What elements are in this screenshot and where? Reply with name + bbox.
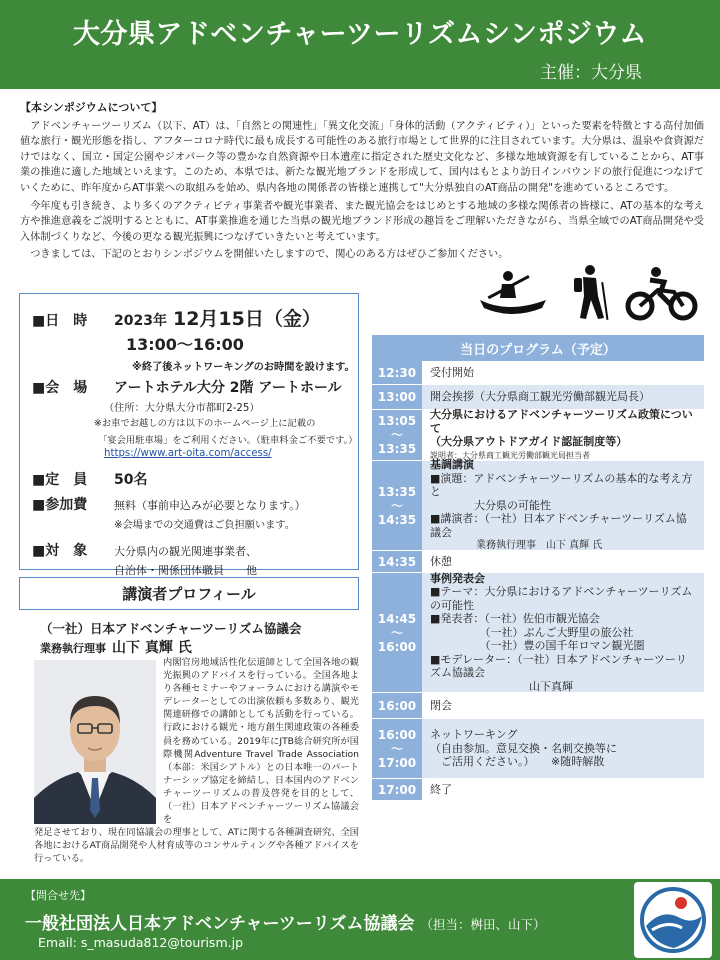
speaker-name: 山下 真輝 氏 xyxy=(112,640,192,656)
venue-address: （住所：大分県大分市都町2-25） xyxy=(104,403,260,414)
parking-note-2: 「宴会用駐車場」をご利用ください。（駐車料金ご不要です。） xyxy=(98,435,358,446)
event-year: 2023年 xyxy=(114,313,167,329)
intro-heading: 【本シンポジウムについて】 xyxy=(20,101,163,114)
program-line: 受付開始 xyxy=(430,365,474,379)
program-line: 大分県におけるアドベンチャーツーリズム政策について xyxy=(430,408,693,435)
event-date: 12月15日（金） xyxy=(172,308,321,330)
venue-name: アートホテル大分 2階 アートホール xyxy=(114,380,342,396)
program-row xyxy=(372,719,704,779)
venue-row xyxy=(32,377,348,397)
program-line: 説明者：大分県商工観光労働部観光局担当者 xyxy=(430,450,590,460)
program-time xyxy=(372,719,422,778)
contact-label: 【問合せ先】 xyxy=(25,889,91,902)
program-line: ■テーマ：大分県におけるアドベンチャーツーリズムの可能性 xyxy=(430,585,693,612)
program-description xyxy=(422,719,704,778)
program-line: 閉会 xyxy=(430,698,452,712)
intro-paragraph-2: 今年度も引き続き、より多くのアクティビティ事業者や観光事業者、また観光協会をはじめとする地域の多様な関係者の皆様に、ATの基本的な考え方や推進意義をご説明するとともに、AT事業推進を通じた当県の観光地ブランド形成の趣旨をご理解いただきながら、当県全域でのAT商品開発や受入体制づくりなど、今後の更なる観光振興につなげていきたいと考えています。 xyxy=(20,200,704,243)
program-time-text: ～ xyxy=(390,741,403,756)
program-time-text: 13:00 xyxy=(377,390,417,404)
program-description xyxy=(422,385,704,409)
program-time-text: ～ xyxy=(390,428,403,442)
program-description xyxy=(422,410,704,460)
program-time-text: 13:05 xyxy=(377,414,417,428)
program-time xyxy=(372,361,422,384)
capacity-value: 50名 xyxy=(114,472,148,488)
program-row xyxy=(372,385,704,410)
speaker-bio-bottom: 発足させており、現在同協議会の理事として、ATに関する各種調査研究、全国各地におけるAT商品開発や人材育成等のコンサルティングや各種アドバイスを行っている。 xyxy=(34,827,359,865)
program-line: （自由参加。意見交換・名刺交換等に xyxy=(430,741,617,755)
program-line: （一社）ぶんご大野里の旅公社 xyxy=(430,625,634,639)
program-line: ネットワーキング xyxy=(430,728,518,742)
program-time-text: ～ xyxy=(390,498,403,513)
program-row xyxy=(372,458,704,552)
intro-section xyxy=(20,100,704,265)
contact-person: （担当：桝田、山下） xyxy=(420,917,546,932)
program-line: 業務執行理事 山下 真輝 氏 xyxy=(476,540,603,552)
program-heading: 当日のプログラム（予定） xyxy=(372,335,704,361)
capacity-label: ■定 員 xyxy=(32,472,88,488)
speaker-bio-side: 内閣官房地域活性化伝道師として全国各地の観光振興のアドバイスを行っている。全国各地より各種セミナーやフォーラムにおける講演やモデレーターとしての出演依頼も多数あり、観光関連研修での講師としても活動を行っている。行政における観光・地方創生関連政策の各種委員を務めている。2019年にJTB総合研究所が国際機関Adventure Travel Trade Association（本部：米国シアトル）との日本唯一のパートナーシップ協定を締結し、日本国内のアドベンチャーツーリズムの普及啓発を目的として、（一社）日本アドベンチャーツーリズム協議会を xyxy=(163,657,359,826)
program-row xyxy=(372,779,704,801)
canoe-icon xyxy=(480,271,546,314)
program-description xyxy=(422,551,704,572)
date-row xyxy=(32,304,348,331)
parking-note-1: ※お車でお越しの方は以下のホームページ上に記載の xyxy=(94,418,316,429)
program-time-text: 13:35 xyxy=(377,442,417,456)
program-row xyxy=(372,410,704,461)
program-time xyxy=(372,461,422,550)
target-row xyxy=(32,540,348,560)
program-time-text: 12:30 xyxy=(377,365,417,380)
date-label: ■日 時 xyxy=(32,313,88,329)
host-label: 主催：大分県 xyxy=(540,63,642,83)
intro-paragraph-1: アドベンチャーツーリズム（以下、AT）は、「自然との関連性」「異文化交流」「身体的活動（アクティビティ）」といった要素を特徴とする高付加価値な旅行・観光形態を指し、アフターコロナ時代に最も成長する可能性のある旅行市場として世界的に注目されています。大分県は、温泉や食資源だけではなく、国立・国定公園やジオパーク等の豊かな自然資源や日本遺産に指定された歴史文化など、多様な地域資源を有していることから、AT事業の推進に適した地域といえます。このため、本県では、新たな観光地ブランドを形成して、国内はもとより訪日インバウンドの旅行促進につなげていくために、昨年度からAT事業への取組みを始め、県内各地の関係者の皆様と連携して"大分県独自のAT商品の開発"を進めているところです。 xyxy=(20,120,704,194)
program-line: （一社）豊の国千年ロマン観光圏 xyxy=(430,639,645,653)
venue-label: ■会 場 xyxy=(32,380,88,396)
program-time-text: 16:00 xyxy=(377,698,417,713)
program-time-text: ～ xyxy=(390,625,403,640)
program-line: 開会挨拶（大分県商工観光労働部観光局長） xyxy=(430,390,650,404)
program-line: 終了 xyxy=(430,782,452,796)
program-line: ■講演者：（一社）日本アドベンチャーツーリズム協議会 xyxy=(430,512,687,539)
program-line: ご活用ください。） ※随時解散 xyxy=(430,755,605,769)
association-logo-icon xyxy=(634,882,712,958)
program-description xyxy=(422,693,704,718)
speaker-role: 業務執行理事 xyxy=(40,642,106,655)
program-time-text: 14:45 xyxy=(377,611,417,626)
fee-label: ■参加費 xyxy=(32,497,88,513)
program-time-text: 14:35 xyxy=(377,554,417,569)
event-info-box xyxy=(19,293,359,577)
cyclist-icon xyxy=(628,267,695,318)
program-row xyxy=(372,551,704,573)
fee-row xyxy=(32,494,348,514)
program-line: （大分県アウトドアガイド認証制度等） xyxy=(430,435,628,448)
event-time: 13:00～16:00 xyxy=(126,335,244,354)
page-title: 大分県アドベンチャーツーリズムシンポジウム xyxy=(72,19,648,50)
program-line: ■演題：アドベンチャーツーリズムの基本的な考え方と xyxy=(430,471,693,499)
program-time xyxy=(372,693,422,718)
intro-paragraph-3: つきましては、下記のとおりシンポジウムを開催いたしますので、関心のある方はぜひご参加ください。 xyxy=(30,249,509,261)
program-time-text: 14:35 xyxy=(377,512,417,527)
program-time xyxy=(372,573,422,692)
program-description xyxy=(422,458,704,552)
program-time xyxy=(372,410,422,460)
program-row xyxy=(372,573,704,693)
program-time-text: 17:00 xyxy=(377,782,417,797)
speaker-name-line xyxy=(40,637,192,657)
target-label: ■対 象 xyxy=(32,543,88,559)
contact-organization: 一般社団法人日本アドベンチャーツーリズム協議会 xyxy=(25,914,415,934)
program-time xyxy=(372,551,422,572)
venue-access-link[interactable]: https://www.art-oita.com/access/ xyxy=(104,448,272,459)
activity-icons xyxy=(478,262,698,322)
header-banner xyxy=(0,0,720,89)
program-description xyxy=(422,779,704,800)
footer-contact xyxy=(0,879,720,960)
program-line: ■発表者：（一社）佐伯市観光協会 xyxy=(430,612,600,626)
contact-email[interactable]: Email: s_masuda812@tourism.jp xyxy=(38,935,244,950)
program-time-text: 16:00 xyxy=(377,639,417,654)
program-line: 休憩 xyxy=(430,554,452,568)
program-row xyxy=(372,693,704,719)
program-time xyxy=(372,385,422,409)
program-line: 山下真輝 xyxy=(430,679,573,693)
fee-note: ※会場までの交通費はご負担願います。 xyxy=(114,520,295,531)
date-note: ※終了後ネットワーキングのお時間を設けます。 xyxy=(132,362,355,373)
capacity-row xyxy=(32,469,348,489)
program-row xyxy=(372,361,704,385)
program-description xyxy=(422,361,704,384)
program-line: ■モデレーター：（一社）日本アドベンチャーツーリズム協議会 xyxy=(430,652,687,680)
program-time-text: 13:35 xyxy=(377,484,417,499)
program-line: 基調講演 xyxy=(430,458,474,472)
program-time-text: 16:00 xyxy=(377,727,417,742)
program-line: 大分県の可能性 xyxy=(430,498,551,512)
speaker-photo xyxy=(34,660,156,824)
target-value-1: 大分県内の観光関連事業者、 xyxy=(114,545,257,558)
program-description xyxy=(422,573,704,692)
hiker-icon xyxy=(574,265,608,320)
target-value-2: 自治体・関係団体職員 他 xyxy=(114,564,257,577)
fee-value: 無料（事前申込みが必要となります。） xyxy=(114,499,306,512)
contact-org-line xyxy=(25,909,546,934)
program-time xyxy=(372,779,422,800)
program-table xyxy=(372,335,704,801)
speaker-organization: （一社）日本アドベンチャーツーリズム協議会 xyxy=(40,621,302,636)
profile-heading: 講演者プロフィール xyxy=(19,577,359,610)
program-time-text: 17:00 xyxy=(377,755,417,770)
program-line: 事例発表会 xyxy=(430,571,485,585)
